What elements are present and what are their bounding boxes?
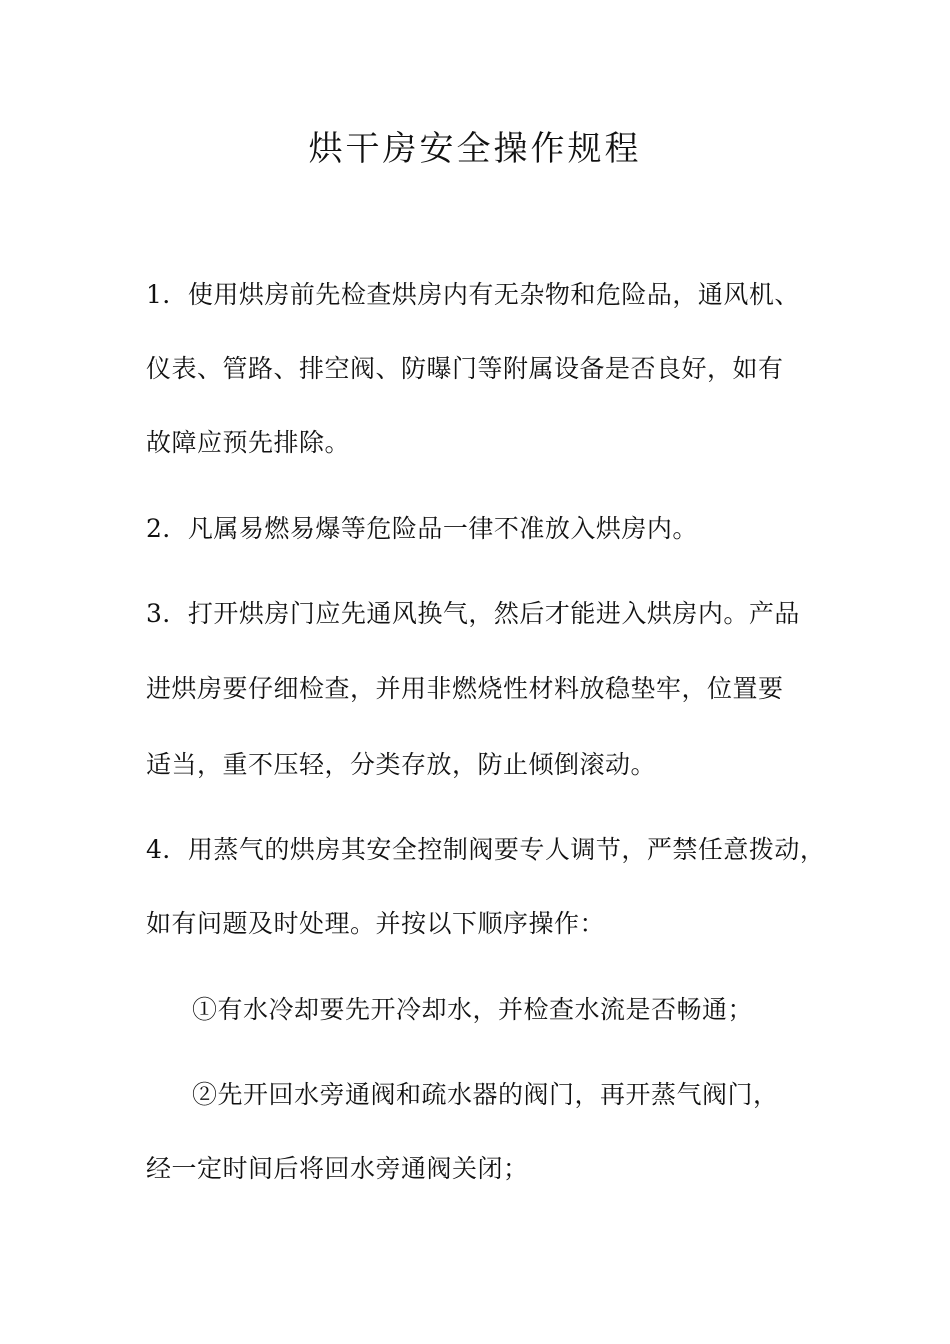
- rule-4-step-2-line-1: ②先开回水旁通阀和疏水器的阀门，再开蒸气阀门，: [192, 1080, 779, 1109]
- rule-1-line-3: 故障应预先排除。: [146, 428, 351, 457]
- rule-4-step-2-line-2: 经一定时间后将回水旁通阀关闭；: [146, 1154, 529, 1183]
- rule-4-step-1: ①有水冷却要先开冷却水，并检查水流是否畅通；: [192, 995, 754, 1024]
- rule-2-line-1: 2．凡属易燃易爆等危险品一律不准放入烘房内。: [146, 514, 698, 543]
- rule-3-line-1: 3．打开烘房门应先通风换气，然后才能进入烘房内。产品: [146, 599, 800, 628]
- rule-3-line-2: 进烘房要仔细检查，并用非燃烧性材料放稳垫牢，位置要: [146, 674, 784, 703]
- rule-1-line-2: 仪表、管路、排空阀、防曝门等附属设备是否良好，如有: [146, 354, 784, 383]
- rule-4-line-2: 如有问题及时处理。并按以下顺序操作：: [146, 909, 606, 938]
- rule-3-line-3: 适当，重不压轻，分类存放，防止倾倒滚动。: [146, 750, 657, 779]
- rule-1-line-1: 1．使用烘房前先检查烘房内有无杂物和危险品，通风机、: [146, 280, 800, 309]
- document-title: 烘干房安全操作规程: [308, 129, 642, 169]
- rule-4-line-1: 4．用蒸气的烘房其安全控制阀要专人调节，严禁任意拨动，: [146, 835, 826, 864]
